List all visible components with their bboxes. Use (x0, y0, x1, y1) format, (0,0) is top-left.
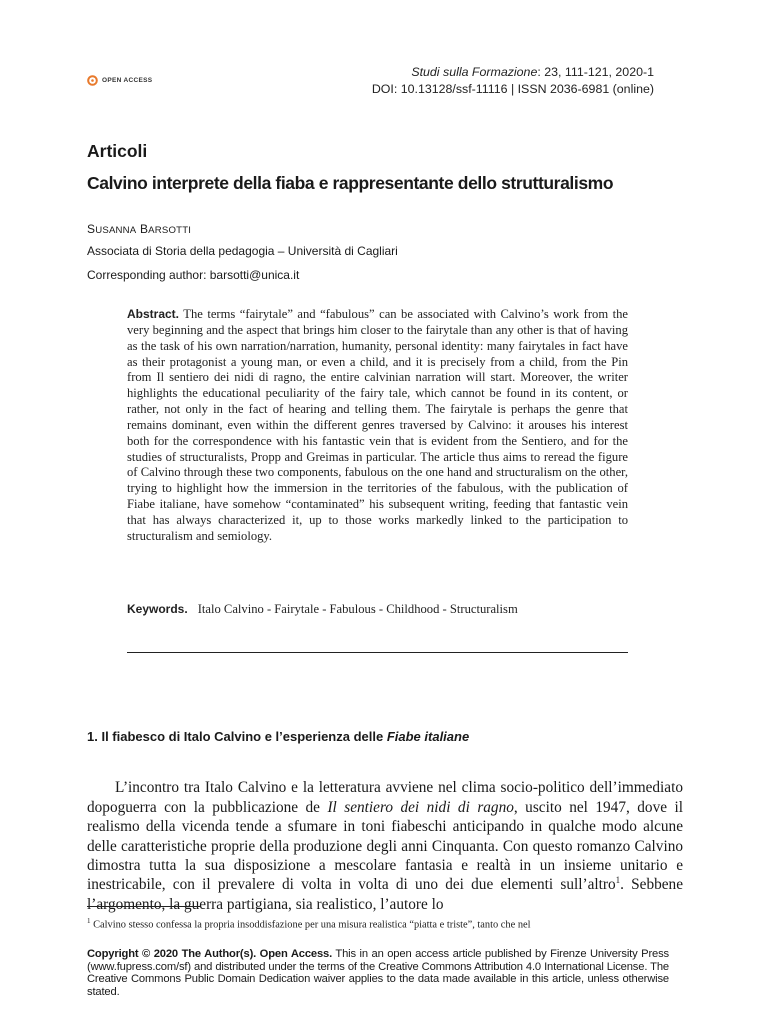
keywords-list: Italo Calvino - Fairytale - Fabulous - Childhood - Structuralism (197, 602, 518, 616)
open-access-label: OPEN ACCESS (102, 77, 153, 84)
section-label: Articoli (87, 141, 148, 161)
section-heading-italic: Fiabe italiane (386, 729, 470, 744)
author-first-rest: USANNA (95, 225, 137, 236)
corresponding-author[interactable]: Corresponding author: barsotti@unica.it (87, 268, 300, 282)
footnote-number: 1 (87, 917, 91, 925)
abstract-label: Abstract. (127, 307, 180, 321)
author-last-rest: ARSOTTI (148, 225, 192, 236)
author-name (87, 222, 191, 236)
abstract-text: The terms “fairytale” and “fabulous” can be associated with Calvino’s work from the very beginning and the aspect that brings him closer to the fairytale than any other is that of having as the task of his own narration/narration, humanity, personal identity: many fairytales in fact have as their protagonist a young man, or even a child, and it is precisely from a child, from the Pin from Il sentiero dei nidi di ragno, the entire calvinian narration will start. Moreover, the writer highlights the educational peculiarity of the fairy tale, which cannot be found in its content, or rather, not only in the fact of hearing and telling them. The fairytale is perhaps the genre that remains dominant, even within the different genres traversed by Calvino: it arouses his interest both for the correspondence with his fantastic vein that is evident from the Sentiero, and for the studies of structuralists, Propp and Greimas in particular. The article thus aims to reread the figure of Calvino through these two components, fabulous on the one hand and structuralism on the other, trying to highlight how the immersion in the territories of the fabulous, with the publication of Fiabe italiane, have somehow “contaminated” his subsequent writing, feeding that fantastic vein that has always characterized it, up to those works markedly linked to the participation to structuralism and semiology. (127, 307, 628, 543)
keywords (127, 602, 518, 617)
paragraph-text-2: , uscito nel 1947, dove il realismo della vicenda tende a sfumare in toni fiabeschi anticipando in qualche modo alcune delle caratteristiche proprie della produzione degli anni Cinquanta. Con questo romanzo Calvino dimostra tutta la sua disposizione a mescolare fantasia e realtà in un insieme unitario e inestricabile, con il prevalere di volta in volta di uno dei due elementi sull’altro (87, 798, 684, 894)
footnote-divider (87, 906, 200, 907)
footnote (87, 917, 531, 930)
article-title: Calvino interprete della fiaba e rappresentante dello strutturalismo (87, 173, 614, 193)
abstract (127, 307, 628, 545)
author-last-initial: B (139, 222, 149, 236)
copyright-notice (87, 948, 669, 998)
citation-details: : 23, 111-121, 2020-1 (537, 65, 654, 79)
body-paragraph (87, 778, 683, 914)
section-heading-text: 1. Il fiabesco di Italo Calvino e l’esperienza delle (87, 729, 387, 744)
open-access-icon (87, 75, 98, 86)
journal-citation (372, 64, 654, 98)
copyright-bold: Copyright © 2020 The Author(s). Open Access. (87, 948, 333, 960)
keywords-label: Keywords. (127, 602, 188, 616)
doi-line[interactable]: DOI: 10.13128/ssf-11116 | ISSN 2036-6981 (online) (371, 82, 654, 96)
footnote-text: Calvino stesso confessa la propria insoddisfazione per una misura realistica “piatta e triste”, tanto che nel (90, 919, 531, 931)
journal-name: Studi sulla Formazione (411, 65, 538, 79)
section-heading (87, 729, 469, 744)
author-first-initial: S (87, 222, 96, 236)
footnote-reference[interactable]: 1 (615, 875, 621, 886)
paragraph-text-1: L’incontro tra Italo Calvino e la letteratura avviene nel clima socio-politico dell’immediato dopoguerra con la pubblicazione de (87, 779, 683, 816)
abstract-divider (127, 652, 628, 653)
open-access-logo (87, 75, 152, 86)
paragraph-text-3: . Sebbene l’argomento, la guerra partigiana, sia realistico, l’autore lo (87, 876, 683, 913)
author-affiliation: Associata di Storia della pedagogia – Università di Cagliari (87, 244, 398, 258)
copyright-text: This in an open access article published by Firenze University Press (www.fupress.com/sf) and distributed under the terms of the Creative Commons Attribution 4.0 International License. The Creative Commons Public Domain Dedication waiver applies to the data made available in this article, unless otherwise stated. (87, 948, 669, 998)
book-title: Il sentiero dei nidi di ragno (327, 798, 514, 816)
